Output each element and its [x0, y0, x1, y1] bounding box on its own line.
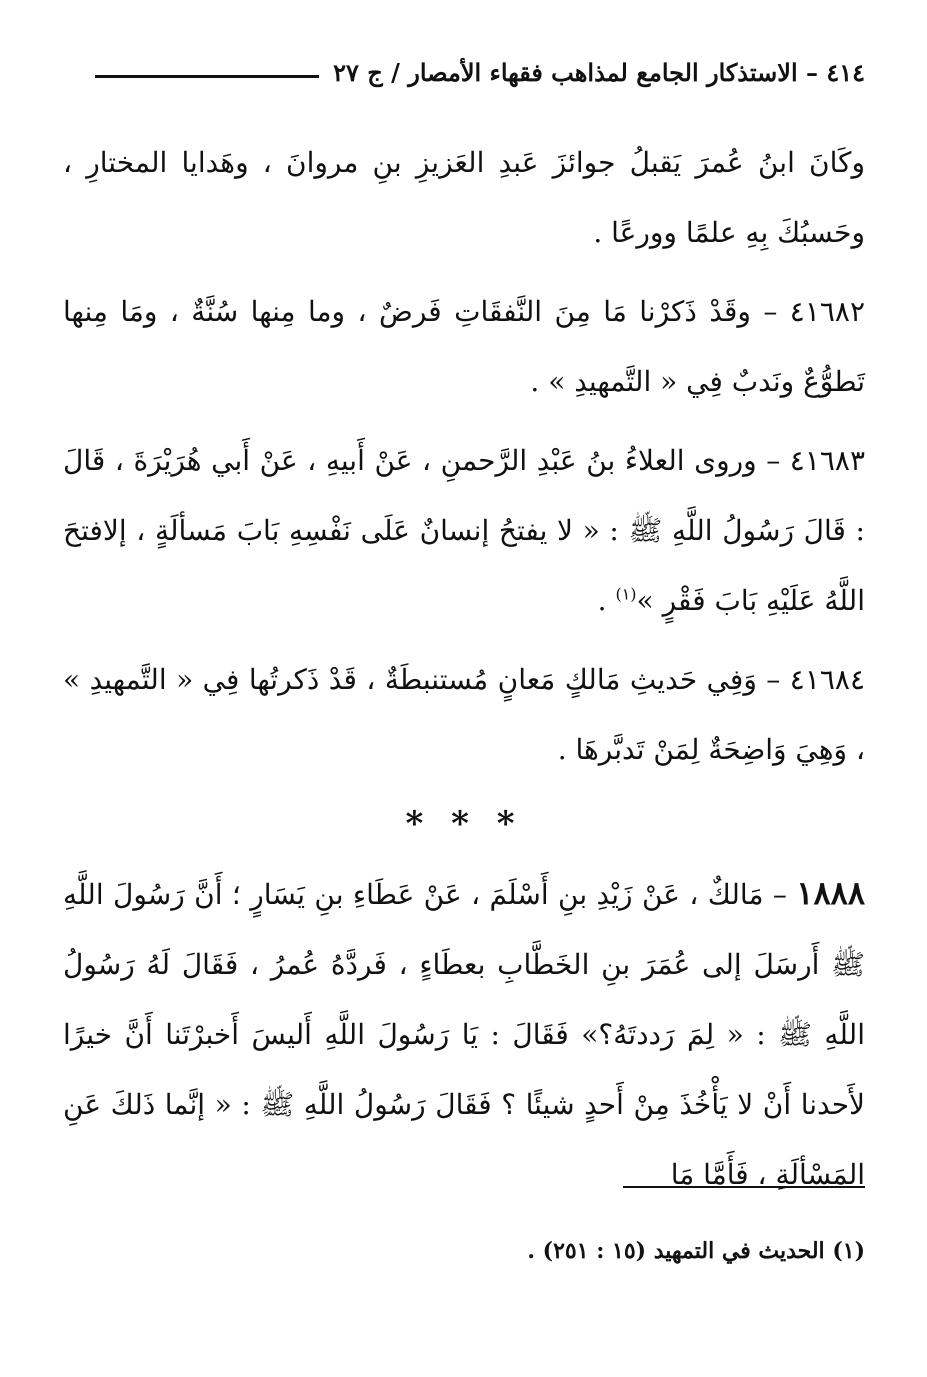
paragraph-text: – وروى العلاءُ بنُ عَبْدِ الرَّحمنِ ، عَنْ أَبيهِ ، عَنْ أَبي هُرَيْرَةَ ، قَالَ : قَالَ رَسُولُ اللَّهِ ﷺ : « لا يفتحُ إنسانٌ عَلَى نَفْسِهِ بَابَ مَسألَةٍ ، إلافتحَ اللَّهُ عَلَيْهِ بَابَ فَقْرٍ »: [63, 444, 865, 617]
paragraph-text: – وقَدْ ذَكرْنا مَا مِنَ النَّفقَاتِ فَرضٌ ، وما مِنها سُنَّةٌ ، ومَا مِنها تَطوُّعٌ ونَدبٌ فِي « التَّمهيدِ » .: [63, 295, 865, 398]
paragraph-number: ٤١٦٨٤: [789, 663, 865, 696]
footnote-reference: (١): [615, 584, 637, 604]
footnote: [63, 1234, 865, 1268]
paragraph-41682: [63, 277, 865, 417]
header-rule: [95, 75, 319, 78]
footnote-text: (١) الحديث في التمهيد (١٥ : ٢٥١) .: [527, 1238, 865, 1264]
paragraph-text: – وَفِي حَديثِ مَالكٍ مَعانٍ مُستنبطَةٌ ، قَدْ ذَكرتُها فِي « التَّمهيدِ » ، وَهِيَ وَاضِحَةٌ لِمَنْ تَدبَّرهَا .: [63, 663, 865, 766]
paragraph-1: [63, 128, 865, 268]
header-title: ٤١٤ – الاستذكار الجامع لمذاهب فقهاء الأمصار / ج ٢٧: [333, 57, 865, 87]
paragraph-number: ٤١٦٨٢: [789, 295, 865, 328]
paragraph-end: .: [597, 584, 616, 617]
paragraph-number: ٤١٦٨٣: [789, 444, 865, 477]
paragraph-41684: [63, 645, 865, 785]
section-separator: * * *: [405, 804, 523, 844]
main-text: [63, 128, 865, 1219]
hadith-1888: [63, 858, 865, 1210]
running-header: [95, 52, 865, 92]
hadith-text: – مَالكٌ ، عَنْ زَيْدِ بنِ أَسْلَمَ ، عَنْ عَطَاءِ بنِ يَسَارٍ ؛ أَنَّ رَسُولَ اللَّهِ ﷺ أَرسَلَ إلى عُمَرَ بنِ الخَطَّابِ بعطَاءٍ ، فَردَّهُ عُمرُ ، فَقَالَ لَهُ رَسُولُ اللَّهِ ﷺ : « لِمَ رَددتَهُ؟» فَقَالَ : يَا رَسُولَ اللَّهِ أَليسَ أَخبرْتَنا أَنَّ خيرًا لأَحدنا أَنْ لا يَأْخُذَ مِنْ أَحدٍ شيئًا ؟ فَقَالَ رَسُولُ اللَّهِ ﷺ : « إنَّما ذَلكَ عَنِ المَسْألَةِ ، فَأَمَّا مَا: [63, 878, 865, 1191]
paragraph-41683: [63, 426, 865, 636]
hadith-number: ١٨٨٨: [796, 874, 865, 912]
footnote-divider: [623, 1186, 865, 1188]
paragraph-text: وكَانَ ابنُ عُمرَ يَقبلُ جوائزَ عَبدِ العَزيزِ بنِ مروانَ ، وهَدايا المختارِ ، وحَسبُكَ بِهِ علمًا وورعًا .: [63, 146, 865, 249]
